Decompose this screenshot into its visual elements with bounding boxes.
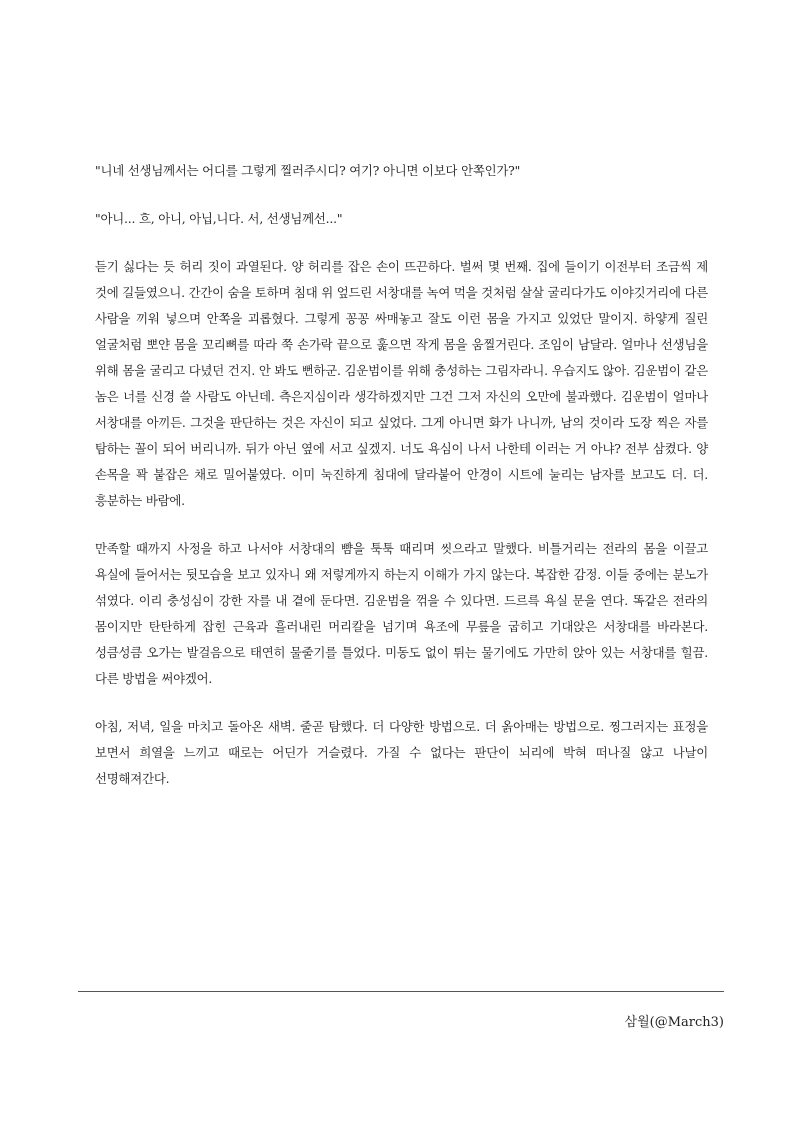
footer-divider xyxy=(78,991,724,992)
story-body xyxy=(95,158,708,792)
dialogue-line-2: "아니... 흐, 아니, 아닙,니다. 서, 선생님께선..." xyxy=(95,211,343,226)
author-credit: 삼월(@March3) xyxy=(624,1015,724,1030)
paragraph-3: 아침, 저녁, 일을 마치고 돌아온 새벽. 줄곧 탐했다. 더 다양한 방법으로. 더 옭아매는 방법으로. 찡그러지는 표정을 보면서 희열을 느끼고 때로는 어딘가 거슬렸다. 가질 수 없다는 판단이 뇌리에 박혀 떠나질 않고 나날이 선명해져간다. xyxy=(95,719,708,786)
dialogue-line-1: "니네 선생님께서는 어디를 그렇게 찔러주시디? 여기? 아니면 이보다 안쪽인가?" xyxy=(95,163,521,178)
paragraph-1: 듣기 싫다는 듯 허리 짓이 과열된다. 양 허리를 잡은 손이 뜨끈하다. 벌써 몇 번째. 집에 들이기 이전부터 조금씩 제 것에 길들였으니. 간간이 숨을 토하며 침대 위 엎드린 서창대를 녹여 먹을 것처럼 살살 굴리다가도 이야깃거리에 다른 사람을 끼워 넣으며 안쪽을 괴롭혔다. 그렇게 꽁꽁 싸매놓고 잘도 이런 몸을 가지고 있었단 말이지. 하얗게 질린 얼굴처럼 뽀얀 몸을 꼬리뼈를 따라 쭉 손가락 끝으로 훑으면 작게 몸을 움찔거린다. 조임이 남달라. 얼마나 선생님을 위해 몸을 굴리고 다녔던 건지. 안 봐도 뻔하군. 김운범이를 위해 충성하는 그림자라니. 우습지도 않아. 김운범이 같은 놈은 너를 신경 쓸 사람도 아닌데. 측은지심이라 생각하겠지만 그건 그저 자신의 오만에 불과했다. 김운범이 얼마나 서창대를 아끼든. 그것을 판단하는 것은 자신이 되고 싶었다. 그게 아니면 화가 나니까, 남의 것이라 도장 찍은 자를 탐하는 꼴이 되어 버리니까. 뒤가 아닌 옆에 서고 싶겠지. 너도 욕심이 나서 나한테 이러는 거 아냐? 전부 삼켰다. 양 손목을 꽉 붙잡은 채로 밀어붙였다. 이미 눅진하게 침대에 달라붙어 안경이 시트에 눌리는 남자를 보고도 더. 더. 흥분하는 바람에. xyxy=(95,259,708,508)
paragraph-2: 만족할 때까지 사정을 하고 나서야 서창대의 뺨을 툭툭 때리며 씻으라고 말했다. 비틀거리는 전라의 몸을 이끌고 욕실에 들어서는 뒷모습을 보고 있자니 왜 저렇게까지 하는지 이해가 가지 않는다. 복잡한 감정. 이들 중에는 분노가 섞였다. 이리 충성심이 강한 자를 내 곁에 둔다면. 김운범을 꺾을 수 있다면. 드르륵 욕실 문을 연다. 똑같은 전라의 몸이지만 탄탄하게 잡힌 근육과 흘러내린 머리칼을 넘기며 욕조에 무릎을 굽히고 기대앉은 서창대를 바라본다. 성큼성큼 오가는 발걸음으로 태연히 물줄기를 틀었다. 미동도 없이 튀는 물기에도 가만히 앉아 있는 서창대를 힐끔. 다른 방법을 써야겠어. xyxy=(95,541,708,686)
